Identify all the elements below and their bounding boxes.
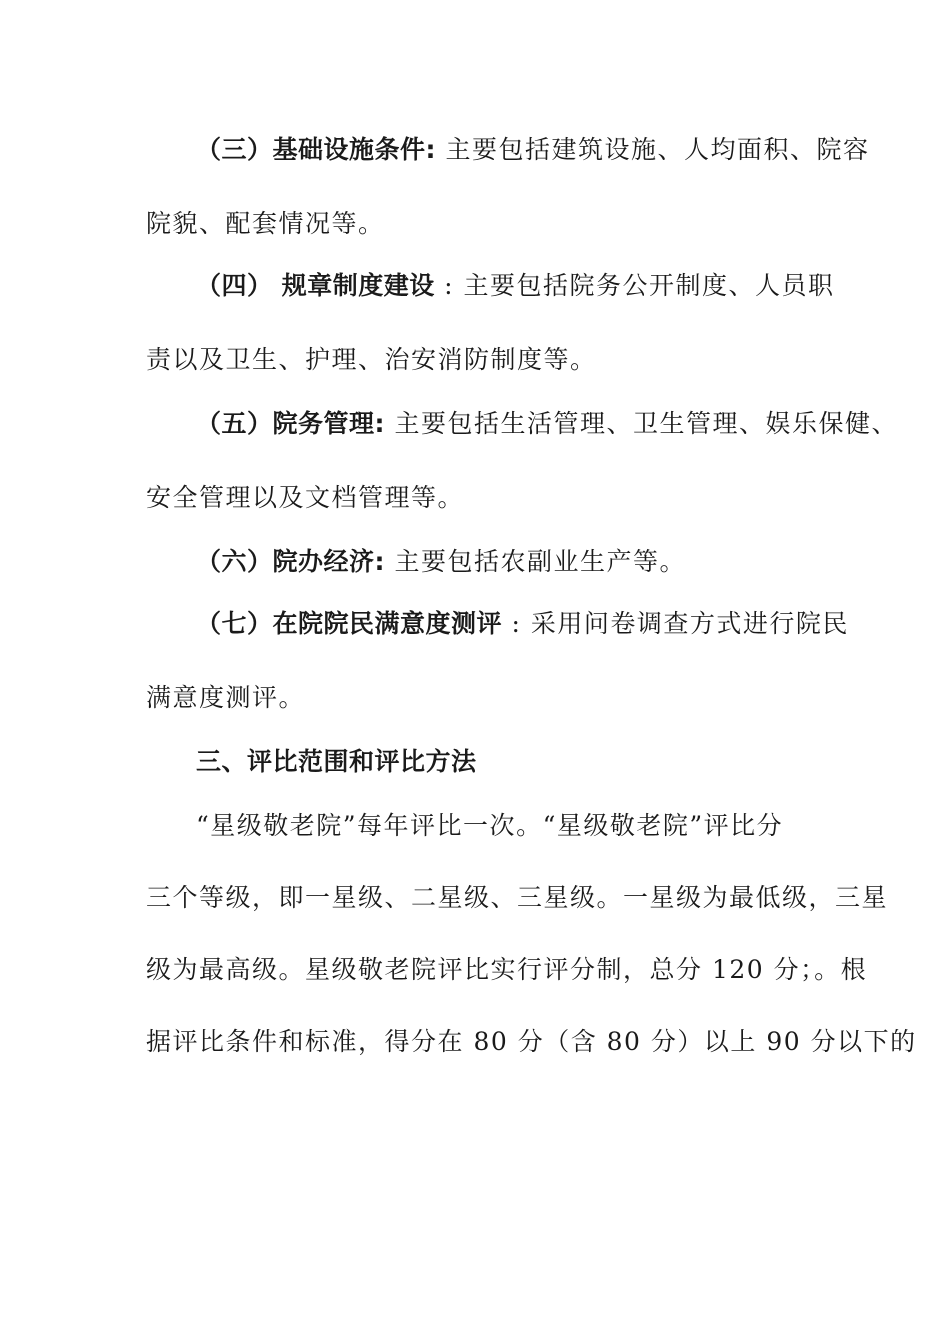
method-line-1: “星级敬老院”每年评比一次。“星级敬老院”评比分: [196, 811, 784, 840]
item-7-line-1: [196, 608, 866, 640]
item-3-line-1: [196, 134, 870, 166]
item-4-label: （四） 规章制度建设: [196, 271, 435, 300]
method-line-4: 据评比条件和标准，得分在 80 分（含 80 分）以上 90 分以下的: [146, 1027, 917, 1056]
item-4-text: : 主要包括院务公开制度、人员职: [444, 271, 835, 300]
item-6-label: （六）院办经济:: [196, 547, 385, 576]
item-5-text: 主要包括生活管理、卫生管理、娱乐保健、: [394, 409, 898, 438]
item-4-line-1: [196, 270, 866, 302]
method-line-3: 级为最高级。星级敬老院评比实行评分制，总分 120 分；。根: [146, 955, 868, 984]
item-6-line-1: [196, 546, 866, 578]
item-7-label: （七）在院院民满意度测评: [196, 609, 503, 638]
item-5-line-1: [196, 408, 898, 440]
item-5-line-2: 安全管理以及文档管理等。: [146, 483, 465, 512]
item-4-line-2: 责以及卫生、护理、治安消防制度等。: [146, 345, 597, 374]
method-line-2: 三个等级，即一星级、二星级、三星级。一星级为最低级，三星: [146, 883, 889, 912]
item-7-text: : 采用问卷调查方式进行院民: [511, 609, 849, 638]
item-5-label: （五）院务管理:: [196, 409, 385, 438]
section-heading: 三、评比范围和评比方法: [196, 747, 477, 776]
item-3-text: 主要包括建筑设施、人均面积、院容: [445, 135, 870, 164]
item-6-text: 主要包括农副业生产等。: [394, 547, 686, 576]
item-3-line-2: 院貌、配套情况等。: [146, 209, 385, 238]
item-7-line-2: 满意度测评。: [146, 683, 306, 712]
item-3-label: （三）基础设施条件:: [196, 135, 436, 164]
